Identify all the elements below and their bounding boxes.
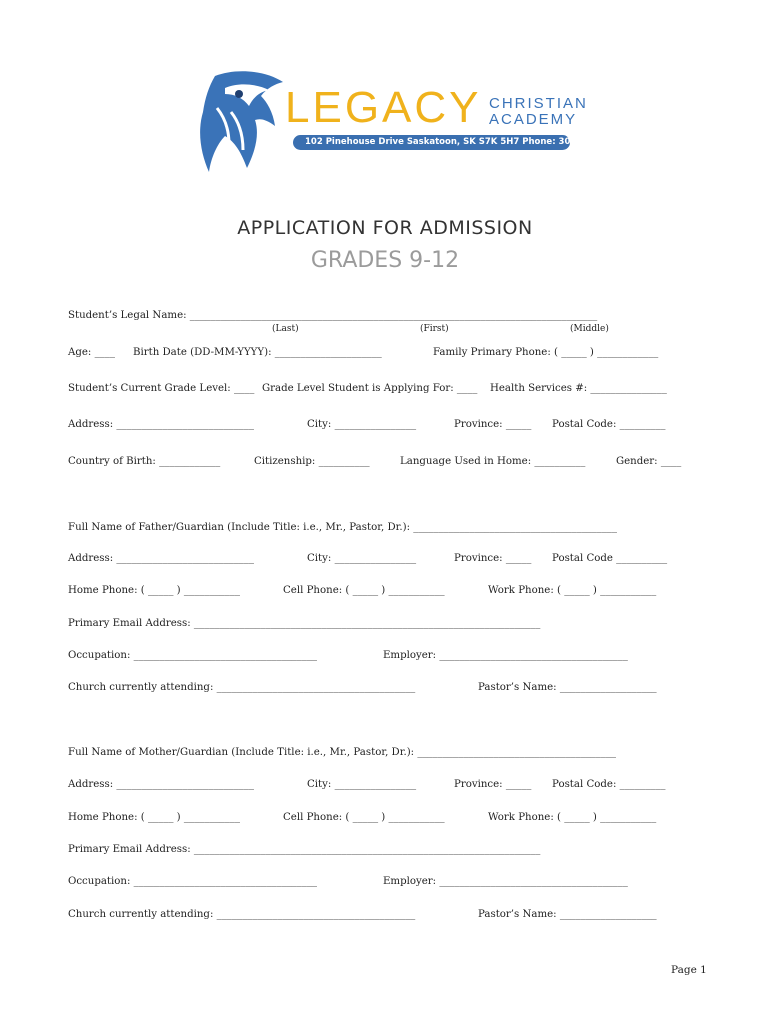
gender-field[interactable]: Gender: ____ [616, 456, 682, 467]
father-city-field[interactable]: City: ________________ [307, 553, 417, 564]
father-address-field[interactable]: Address: ___________________________ [68, 553, 254, 564]
page-number: Page 1 [671, 964, 707, 976]
student-postal-code-field[interactable]: Postal Code: _________ [552, 419, 666, 430]
father-work-phone-field[interactable]: Work Phone: ( _____ ) ___________ [488, 585, 657, 596]
applying-grade-field[interactable]: Grade Level Student is Applying For: ____ [262, 383, 478, 394]
father-home-phone-field[interactable]: Home Phone: ( _____ ) ___________ [68, 585, 240, 596]
mother-church-field[interactable]: Church currently attending: _______________________________________ [68, 909, 416, 920]
father-cell-phone-field[interactable]: Cell Phone: ( _____ ) ___________ [283, 585, 445, 596]
mother-pastor-field[interactable]: Pastor’s Name: ___________________ [478, 909, 657, 920]
student-legal-name-field[interactable]: Student’s Legal Name: ________________________________________________________________________________ [68, 310, 598, 321]
logo-subtitle-christian: CHRISTIAN [489, 95, 588, 112]
home-language-field[interactable]: Language Used in Home: __________ [400, 456, 586, 467]
birth-date-field[interactable]: Birth Date (DD-MM-YYYY): _____________________ [133, 347, 382, 358]
mother-cell-phone-field[interactable]: Cell Phone: ( _____ ) ___________ [283, 812, 445, 823]
age-field[interactable]: Age: ____ [68, 347, 115, 358]
page-title: APPLICATION FOR ADMISSION [237, 217, 533, 239]
father-full-name-field[interactable]: Full Name of Father/Guardian (Include Title: i.e., Mr., Pastor, Dr.): ________________________________________ [68, 522, 617, 533]
father-pastor-field[interactable]: Pastor’s Name: ___________________ [478, 682, 657, 693]
family-phone-field[interactable]: Family Primary Phone: ( _____ ) ____________ [433, 347, 659, 358]
father-province-field[interactable]: Province: _____ [454, 553, 532, 564]
mother-employer-field[interactable]: Employer: _____________________________________ [383, 876, 628, 887]
logo-subtitle-academy: ACADEMY [489, 111, 578, 128]
father-employer-field[interactable]: Employer: _____________________________________ [383, 650, 628, 661]
mother-postal-code-field[interactable]: Postal Code: _________ [552, 779, 666, 790]
last-name-caption: (Last) [272, 324, 299, 334]
first-name-caption: (First) [420, 324, 449, 334]
eagle-head-icon [195, 68, 290, 178]
page-subtitle: GRADES 9-12 [310, 248, 460, 273]
mother-home-phone-field[interactable]: Home Phone: ( _____ ) ___________ [68, 812, 240, 823]
student-province-field[interactable]: Province: _____ [454, 419, 532, 430]
mother-work-phone-field[interactable]: Work Phone: ( _____ ) ___________ [488, 812, 657, 823]
mother-email-field[interactable]: Primary Email Address: ____________________________________________________________________ [68, 844, 541, 855]
mother-city-field[interactable]: City: ________________ [307, 779, 417, 790]
mother-address-field[interactable]: Address: ___________________________ [68, 779, 254, 790]
current-grade-field[interactable]: Student’s Current Grade Level: ____ [68, 383, 255, 394]
father-email-field[interactable]: Primary Email Address: ____________________________________________________________________ [68, 618, 541, 629]
mother-occupation-field[interactable]: Occupation: ____________________________________ [68, 876, 318, 887]
middle-name-caption: (Middle) [570, 324, 609, 334]
student-city-field[interactable]: City: ________________ [307, 419, 417, 430]
logo-address-bar: 102 Pinehouse Drive Saskatoon, SK S7K 5H7 Phone: 306.242.5086 [293, 135, 570, 150]
father-postal-code-field[interactable]: Postal Code __________ [552, 553, 668, 564]
logo-word: LEGACY [285, 83, 482, 132]
citizenship-field[interactable]: Citizenship: __________ [254, 456, 370, 467]
mother-province-field[interactable]: Province: _____ [454, 779, 532, 790]
student-address-field[interactable]: Address: ___________________________ [68, 419, 254, 430]
father-church-field[interactable]: Church currently attending: _______________________________________ [68, 682, 416, 693]
mother-full-name-field[interactable]: Full Name of Mother/Guardian (Include Title: i.e., Mr., Pastor, Dr.): _______________________________________ [68, 747, 617, 758]
country-of-birth-field[interactable]: Country of Birth: ____________ [68, 456, 221, 467]
health-services-field[interactable]: Health Services #: _______________ [490, 383, 667, 394]
father-occupation-field[interactable]: Occupation: ____________________________________ [68, 650, 318, 661]
